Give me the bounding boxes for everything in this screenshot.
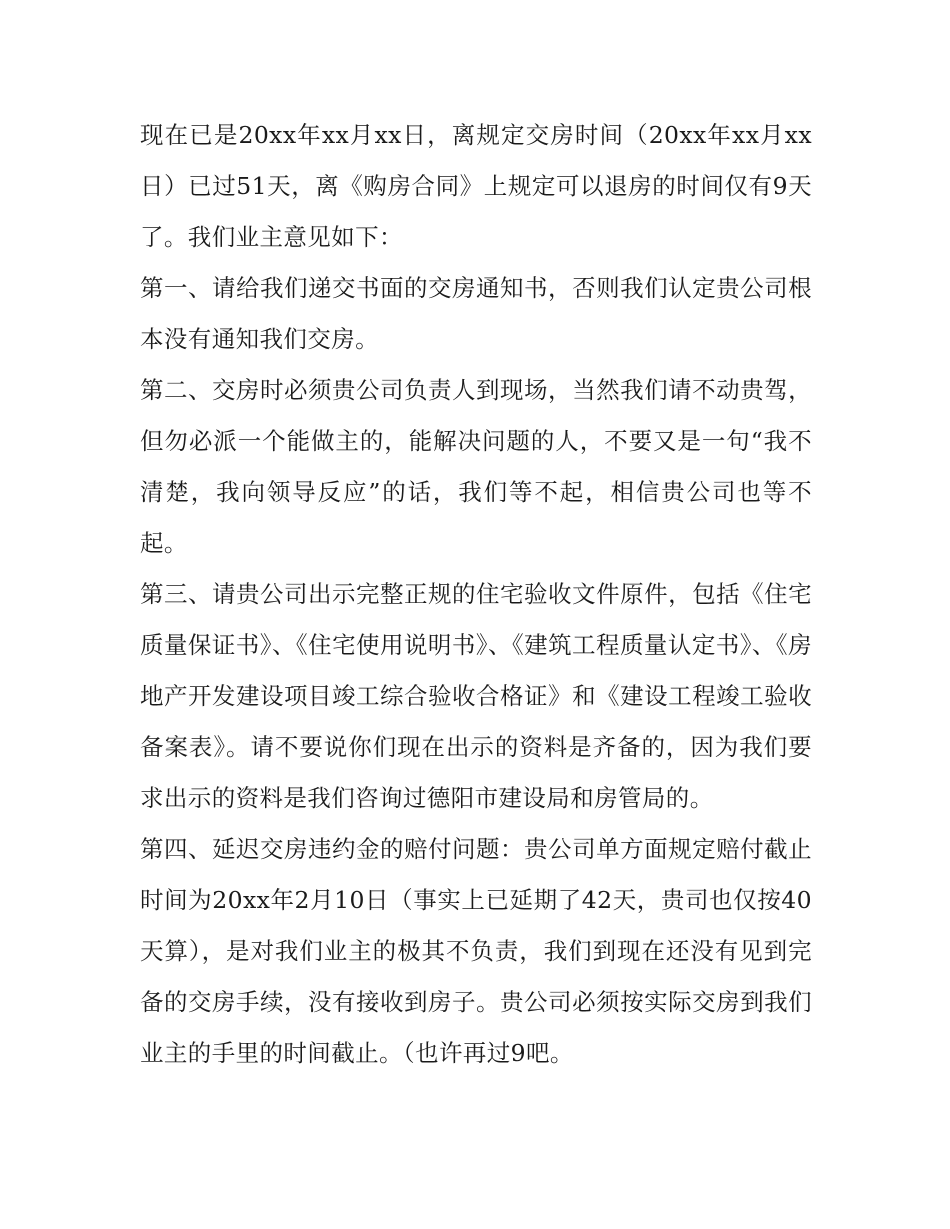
paragraph-point-4: 第四、延迟交房违约金的赔付问题：贵公司单方面规定赔付截止时间为20xx年2月10日（事实上已延期了42天，贵司也仅按40天算），是对我们业主的极其不负责，我们到现在还没有见到完备的交房手续，没有接收到房子。贵公司必须按实际交房到我们业主的手里的时间截止。（也许再过9吧。 <box>140 835 812 1067</box>
paragraph-intro: 现在已是20xx年xx月xx日，离规定交房时间（20xx年xx月xx日）已过51天，离《购房合同》上规定可以退房的时间仅有9天了。我们业主意见如下： <box>140 121 812 251</box>
paragraph-point-1: 第一、请给我们递交书面的交房通知书，否则我们认定贵公司根本没有通知我们交房。 <box>140 274 812 353</box>
paragraph-point-2: 第二、交房时必须贵公司负责人到现场，当然我们请不动贵驾，但勿必派一个能做主的，能解决问题的人，不要又是一句“我不清楚，我向领导反应”的话，我们等不起，相信贵公司也等不起。 <box>140 376 812 557</box>
paragraph-point-3: 第三、请贵公司出示完整正规的住宅验收文件原件，包括《住宅质量保证书》、《住宅使用说明书》、《建筑工程质量认定书》、《房地产开发建设项目竣工综合验收合格证》和《建设工程竣工验收备案表》。请不要说你们现在出示的资料是齐备的，因为我们要求出示的资料是我们咨询过德阳市建设局和房管局的。 <box>140 580 812 812</box>
document-body <box>140 110 812 1079</box>
